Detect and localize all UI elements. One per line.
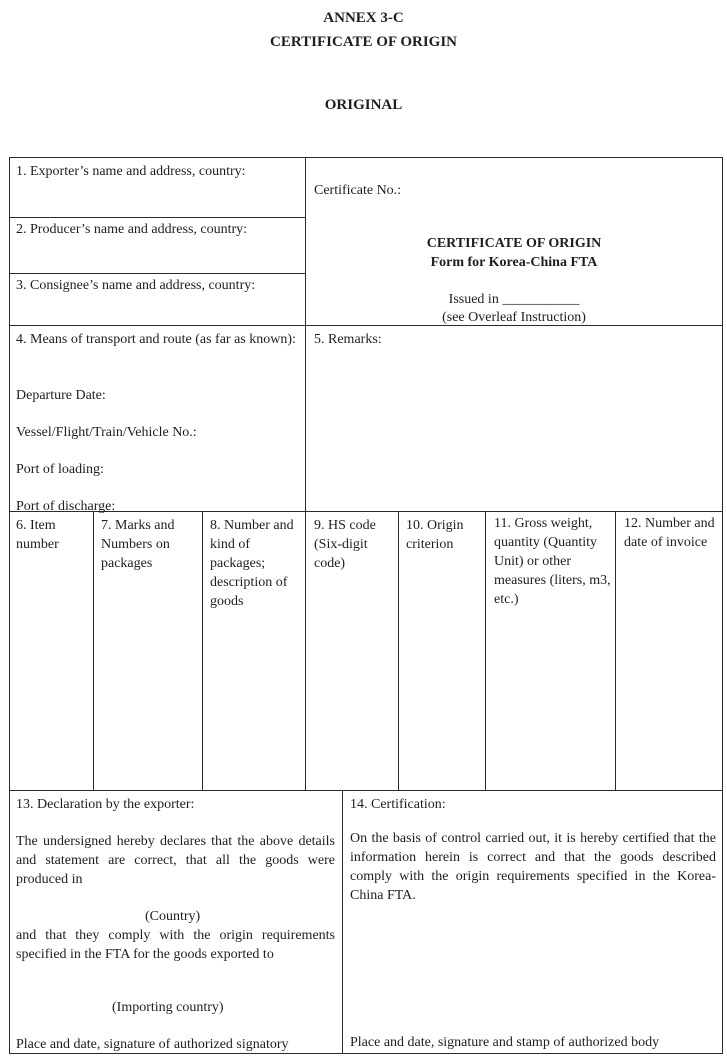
original-label: ORIGINAL	[324, 97, 403, 113]
column-origin-criterion: 10. Origin criterion	[406, 518, 464, 552]
transport-route-label: 4. Means of transport and route (as far as known):	[16, 332, 296, 347]
consignee-label: 3. Consignee’s name and address, country:	[16, 278, 256, 293]
issued-in-field: Issued in ___________	[448, 292, 580, 307]
importing-country-label: (Importing country)	[112, 1000, 224, 1015]
exporter-signature-label: Place and date, signature of authorized signatory	[16, 1037, 289, 1052]
column-hs-code: 9. HS code (Six-digit code)	[314, 518, 376, 571]
overleaf-instruction: (see Overleaf Instruction)	[442, 310, 586, 325]
certificate-no-label: Certificate No.:	[314, 183, 402, 198]
port-discharge-label: Port of discharge:	[16, 499, 116, 514]
document-title: CERTIFICATE OF ORIGIN	[270, 34, 457, 50]
declaration-text: The undersigned hereby declares that the above details and statement are correct, that all the goods were produced in	[16, 834, 335, 887]
vessel-no-label: Vessel/Flight/Train/Vehicle No.:	[16, 425, 197, 440]
country-label: (Country)	[145, 909, 201, 924]
exporter-label: 1. Exporter’s name and address, country:	[16, 164, 246, 179]
certification-text: On the basis of control carried out, it is hereby certified that the information herein is correct and that the goods described comply with the origin requirements specified in the Korea-China FTA.	[350, 831, 716, 903]
producer-label: 2. Producer’s name and address, country:	[16, 222, 248, 237]
column-invoice: 12. Number and date of invoice	[624, 516, 715, 550]
certification-label: 14. Certification:	[350, 797, 446, 812]
departure-date-label: Departure Date:	[16, 388, 106, 403]
remarks-label: 5. Remarks:	[314, 332, 382, 347]
authority-signature-label: Place and date, signature and stamp of authorized body	[350, 1035, 660, 1050]
declaration-label: 13. Declaration by the exporter:	[16, 797, 195, 812]
column-packages-description: 8. Number and kind of packages; description of goods	[210, 518, 294, 609]
port-loading-label: Port of loading:	[16, 462, 104, 477]
certificate-subtitle: Form for Korea-China FTA	[430, 255, 598, 270]
comply-text: and that they comply with the origin requirements specified in the FTA for the goods exported to	[16, 928, 335, 962]
annex-title: ANNEX 3-C	[323, 10, 404, 26]
column-marks-numbers: 7. Marks and Numbers on packages	[101, 518, 175, 571]
certificate-title: CERTIFICATE OF ORIGIN	[426, 236, 602, 251]
column-item-number: 6. Item number	[16, 518, 59, 552]
column-gross-weight: 11. Gross weight, quantity (Quantity Unit) or other measures (liters, m3, etc.)	[494, 516, 611, 607]
